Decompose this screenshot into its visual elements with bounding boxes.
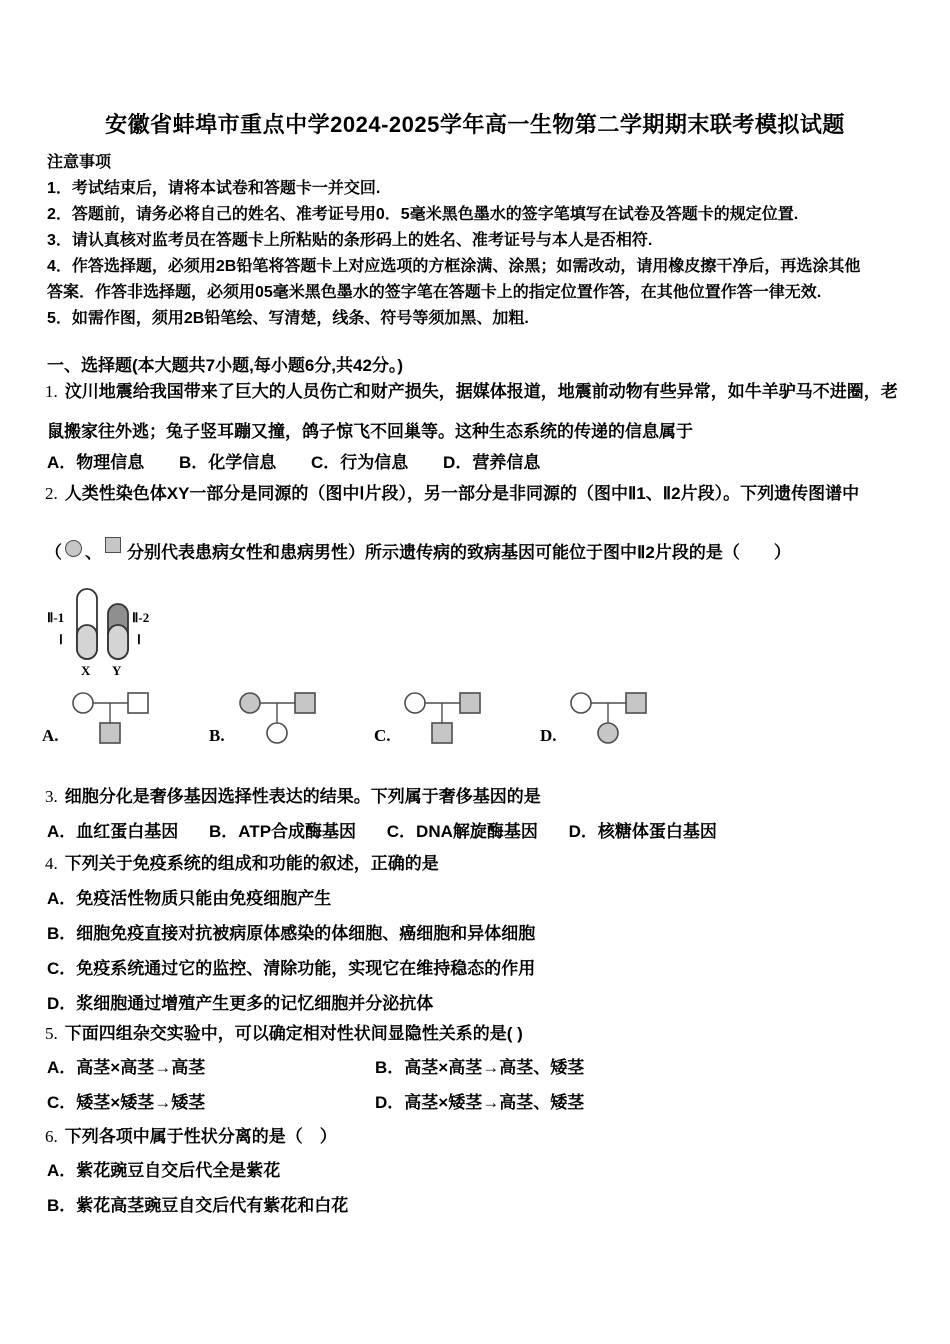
question-4-text: 4. 下列关于免疫系统的组成和功能的叙述，正确的是 xyxy=(45,854,439,873)
y-homologous-segment xyxy=(108,625,128,659)
q5-option-b: B．高茎×高茎→高茎、矮茎 xyxy=(375,1058,585,1077)
mother-unaffected xyxy=(571,693,591,713)
question-1-line-1: 1. 汶川地震给我国带来了巨大的人员伤亡和财产损失，据媒体报道，地震前动物有些异常，如牛羊驴马不进圈，老 xyxy=(45,382,898,401)
q1-option-b: B．化学信息 xyxy=(179,453,277,472)
x-homologous-segment xyxy=(77,625,97,659)
q1-option-d: D．营养信息 xyxy=(443,453,541,472)
notice-heading: 注意事项 xyxy=(47,154,112,171)
notice-line-2: 2．答题前，请务必将自己的姓名、准考证号用0．5毫米黑色墨水的签字笔填写在试卷及答题卡的规定位置. xyxy=(47,206,799,223)
notice-line-4: 4．作答选择题，必须用2B铅笔将答题卡上对应选项的方框涂满、涂黑；如需改动，请用橡皮擦干净后，再选涂其他 xyxy=(47,258,861,275)
question-3-text: 3. 细胞分化是奢侈基因选择性表达的结果。下列属于奢侈基因的是 xyxy=(45,787,541,806)
question-6-text: 6. 下列各项中属于性状分离的是（ ） xyxy=(45,1127,337,1146)
pedigree-option-label: B. xyxy=(209,726,225,745)
question-1-line-2: 鼠搬家往外逃；兔子竖耳蹦又撞，鸽子惊飞不回巢等。这种生态系统的传递的信息属于 xyxy=(47,422,693,441)
section-one-heading: 一、选择题(本大题共7小题,每小题6分,共42分。) xyxy=(47,356,404,375)
segment-label-ii-2: Ⅱ-2 xyxy=(132,610,150,625)
legend-open-paren: （ xyxy=(45,543,62,562)
q4-option-a: A．免疫活性物质只能由免疫细胞产生 xyxy=(47,889,332,908)
q6-option-a: A．紫花豌豆自交后代全是紫花 xyxy=(47,1161,281,1180)
child-affected-male xyxy=(100,723,120,743)
child-affected-male xyxy=(432,723,452,743)
father-affected xyxy=(295,693,315,713)
q5-option-d: D．高茎×矮茎→高茎、矮茎 xyxy=(375,1093,585,1112)
segment-label-i-right: Ⅰ xyxy=(137,632,141,647)
q3-option-c: C．DNA解旋酶基因 xyxy=(386,822,538,841)
mother-affected xyxy=(240,693,260,713)
child-unaffected-female xyxy=(267,723,287,743)
affected-male-icon xyxy=(105,537,121,553)
pedigree-option-label: A. xyxy=(42,726,59,745)
legend-separator: 、 xyxy=(85,543,102,562)
question-2-number: 2. xyxy=(45,484,58,503)
question-3-options xyxy=(47,817,743,842)
q3-option-d: D．核糖体蛋白基因 xyxy=(568,822,717,841)
mother-unaffected xyxy=(73,693,93,713)
notice-line-3: 3．请认真核对监考员在答题卡上所粘贴的条形码上的姓名、准考证号与本人是否相符. xyxy=(47,232,653,249)
segment-label-i-left: Ⅰ xyxy=(59,632,63,647)
pedigree-option-label: C. xyxy=(374,726,391,745)
q3-option-a: A．血红蛋白基因 xyxy=(47,822,179,841)
question-4-number: 4. xyxy=(45,854,58,873)
pedigree-option-d xyxy=(538,688,708,754)
segment-label-ii-1: Ⅱ-1 xyxy=(47,610,65,625)
mother-unaffected xyxy=(405,693,425,713)
pedigree-options-row xyxy=(40,688,920,754)
q5-option-a: A．高茎×高茎→高茎 xyxy=(47,1058,206,1077)
question-5-text: 5. 下面四组杂交实验中，可以确定相对性状间显隐性关系的是( ) xyxy=(45,1024,523,1043)
pedigree-option-b xyxy=(207,688,377,754)
question-1-number: 1. xyxy=(45,382,58,401)
question-2-legend-line xyxy=(45,535,791,563)
child-affected-female xyxy=(598,723,618,743)
q1-option-a: A．物理信息 xyxy=(47,453,145,472)
q4-option-d: D．浆细胞通过增殖产生更多的记忆细胞并分泌抗体 xyxy=(47,994,434,1013)
q1-option-c: C．行为信息 xyxy=(311,453,409,472)
question-2-line-1: 2. 人类性染色体XY一部分是同源的（图中Ⅰ片段），另一部分是非同源的（图中Ⅱ1、Ⅱ2片段）。下列遗传图谱中 xyxy=(45,484,860,503)
pedigree-option-label: D. xyxy=(540,726,557,745)
notice-line-1: 1．考试结束后，请将本试卷和答题卡一并交回. xyxy=(47,180,381,197)
father-affected xyxy=(460,693,480,713)
xy-chromosome-diagram xyxy=(45,578,195,678)
pedigree-option-a xyxy=(40,688,210,754)
question-5-number: 5. xyxy=(45,1024,58,1043)
question-3-number: 3. xyxy=(45,787,58,806)
question-1-options xyxy=(47,448,570,473)
notice-line-5: 答案．作答非选择题，必须用05毫米黑色墨水的签字笔在答题卡上的指定位置作答，在其他位置作答一律无效. xyxy=(47,284,822,301)
x-chromosome-label: X xyxy=(81,663,91,678)
q4-option-c: C．免疫系统通过它的监控、清除功能，实现它在维持稳态的作用 xyxy=(47,959,536,978)
q6-option-b: B．紫花高茎豌豆自交后代有紫花和白花 xyxy=(47,1196,349,1215)
pedigree-option-c xyxy=(372,688,542,754)
affected-female-icon xyxy=(65,540,82,557)
notice-section xyxy=(47,150,913,332)
page-title: 安徽省蚌埠市重点中学2024-2025学年高一生物第二学期期末联考模拟试题 xyxy=(105,112,845,137)
question-6-number: 6. xyxy=(45,1127,58,1146)
father-unaffected xyxy=(128,693,148,713)
y-chromosome-label: Y xyxy=(112,663,122,678)
q3-option-b: B．ATP合成酶基因 xyxy=(209,822,357,841)
q5-option-c: C．矮茎×矮茎→矮茎 xyxy=(47,1093,206,1112)
father-affected xyxy=(626,693,646,713)
question-2-legend-text: 分别代表患病女性和患病男性）所示遗传病的致病基因可能位于图中Ⅱ2片段的是（ ） xyxy=(127,543,791,562)
notice-line-6: 5．如需作图，须用2B铅笔绘、写清楚，线条、符号等须加黑、加粗. xyxy=(47,310,529,327)
q4-option-b: B．细胞免疫直接对抗被病原体感染的体细胞、癌细胞和异体细胞 xyxy=(47,924,536,943)
